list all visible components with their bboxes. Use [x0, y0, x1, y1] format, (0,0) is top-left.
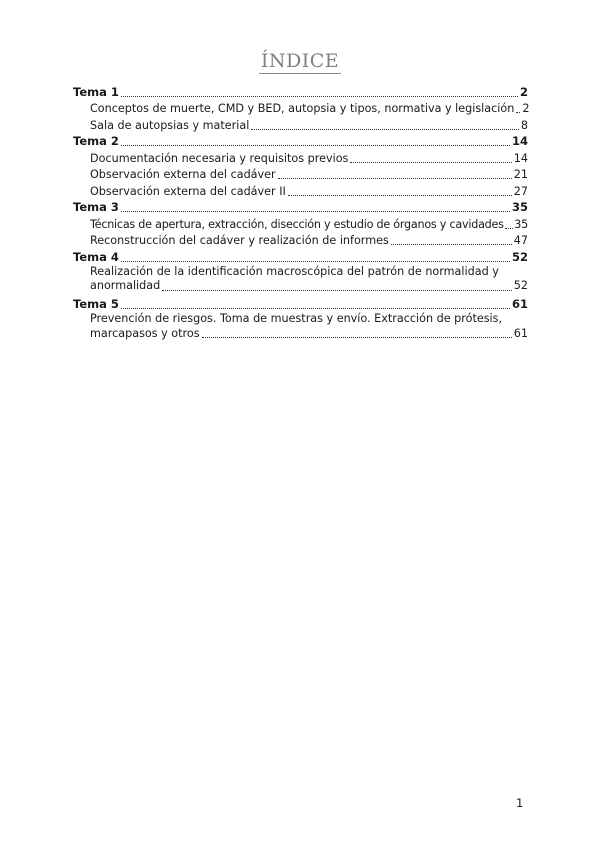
toc-page-number: 2 [522, 102, 530, 115]
table-of-contents [73, 83, 528, 343]
leader-dots [121, 307, 510, 309]
toc-entry-label: Sala de autopsias y material [90, 118, 250, 132]
toc-entry-line2 [90, 327, 528, 342]
toc-tema-label: Tema 3 [73, 200, 119, 214]
toc-page-number: 27 [513, 184, 528, 198]
leader-dots [350, 161, 511, 163]
toc-page-number: 35 [511, 200, 528, 214]
toc-entry[interactable] [73, 182, 528, 199]
toc-page-number: 52 [513, 279, 528, 292]
toc-entry-label-line1: Realización de la identificación macroscópica del patrón de normalidad y [90, 264, 499, 278]
toc-page-number: 14 [513, 151, 528, 165]
toc-page-number: 21 [513, 168, 528, 181]
toc-entry[interactable] [73, 265, 528, 294]
toc-entry[interactable] [73, 215, 528, 232]
leader-dots [121, 260, 510, 262]
toc-page-number: 61 [513, 326, 528, 340]
toc-tema-3[interactable] [73, 199, 528, 216]
leader-dots [391, 243, 512, 245]
toc-page-number: 35 [514, 217, 528, 231]
leader-dots [516, 111, 520, 113]
leader-dots [121, 210, 510, 212]
leader-dots [288, 194, 512, 196]
toc-entry-line2 [90, 279, 528, 294]
toc-entry-label-line1: Prevención de riesgos. Toma de muestras y envío. Extracción de prótesis, [90, 312, 503, 325]
toc-page-number: 14 [511, 134, 528, 148]
toc-tema-5[interactable] [73, 296, 528, 313]
toc-entry[interactable] [73, 312, 528, 341]
toc-tema-4[interactable] [73, 248, 528, 265]
index-title [0, 50, 600, 72]
page-number: 1 [516, 796, 524, 810]
toc-entry[interactable] [73, 149, 528, 166]
toc-tema-label: Tema 1 [73, 84, 119, 99]
toc-entry-label: Observación externa del cadáver [90, 168, 276, 181]
toc-page-number: 52 [511, 249, 528, 264]
toc-tema-label: Tema 2 [73, 134, 119, 148]
leader-dots [278, 177, 512, 179]
toc-entry[interactable] [73, 166, 528, 183]
leader-dots [162, 289, 512, 291]
toc-tema-label: Tema 5 [73, 297, 119, 311]
leader-dots [251, 128, 519, 130]
toc-entry[interactable] [73, 116, 528, 133]
toc-page-number: 8 [520, 118, 528, 132]
leader-dots [121, 95, 518, 97]
leader-dots [121, 144, 510, 146]
toc-page-number: 47 [513, 234, 528, 247]
toc-tema-1[interactable] [73, 83, 528, 100]
toc-entry[interactable] [73, 232, 528, 249]
toc-entry-label-line2: anormalidad [90, 279, 161, 292]
toc-page-number: 61 [511, 297, 528, 311]
toc-entry-label: Técnicas de apertura, extracción, disección y estudio de órganos y cavidades [90, 217, 504, 231]
toc-entry-label: Reconstrucción del cadáver y realización de informes [90, 234, 389, 247]
leader-dots [202, 336, 512, 338]
toc-entry-label: Observación externa del cadáver II [90, 184, 286, 198]
toc-entry-label-line2: marcapasos y otros [90, 326, 200, 340]
leader-dots [505, 227, 514, 229]
toc-entry-label: Documentación necesaria y requisitos previos [90, 151, 349, 165]
toc-page-number: 2 [519, 84, 528, 99]
index-title-text: ÍNDICE [260, 50, 340, 72]
toc-entry[interactable] [73, 100, 528, 117]
toc-tema-2[interactable] [73, 133, 528, 150]
toc-tema-label: Tema 4 [73, 249, 119, 264]
toc-entry-label: Conceptos de muerte, CMD y BED, autopsia y tipos, normativa y legislación [90, 102, 515, 115]
